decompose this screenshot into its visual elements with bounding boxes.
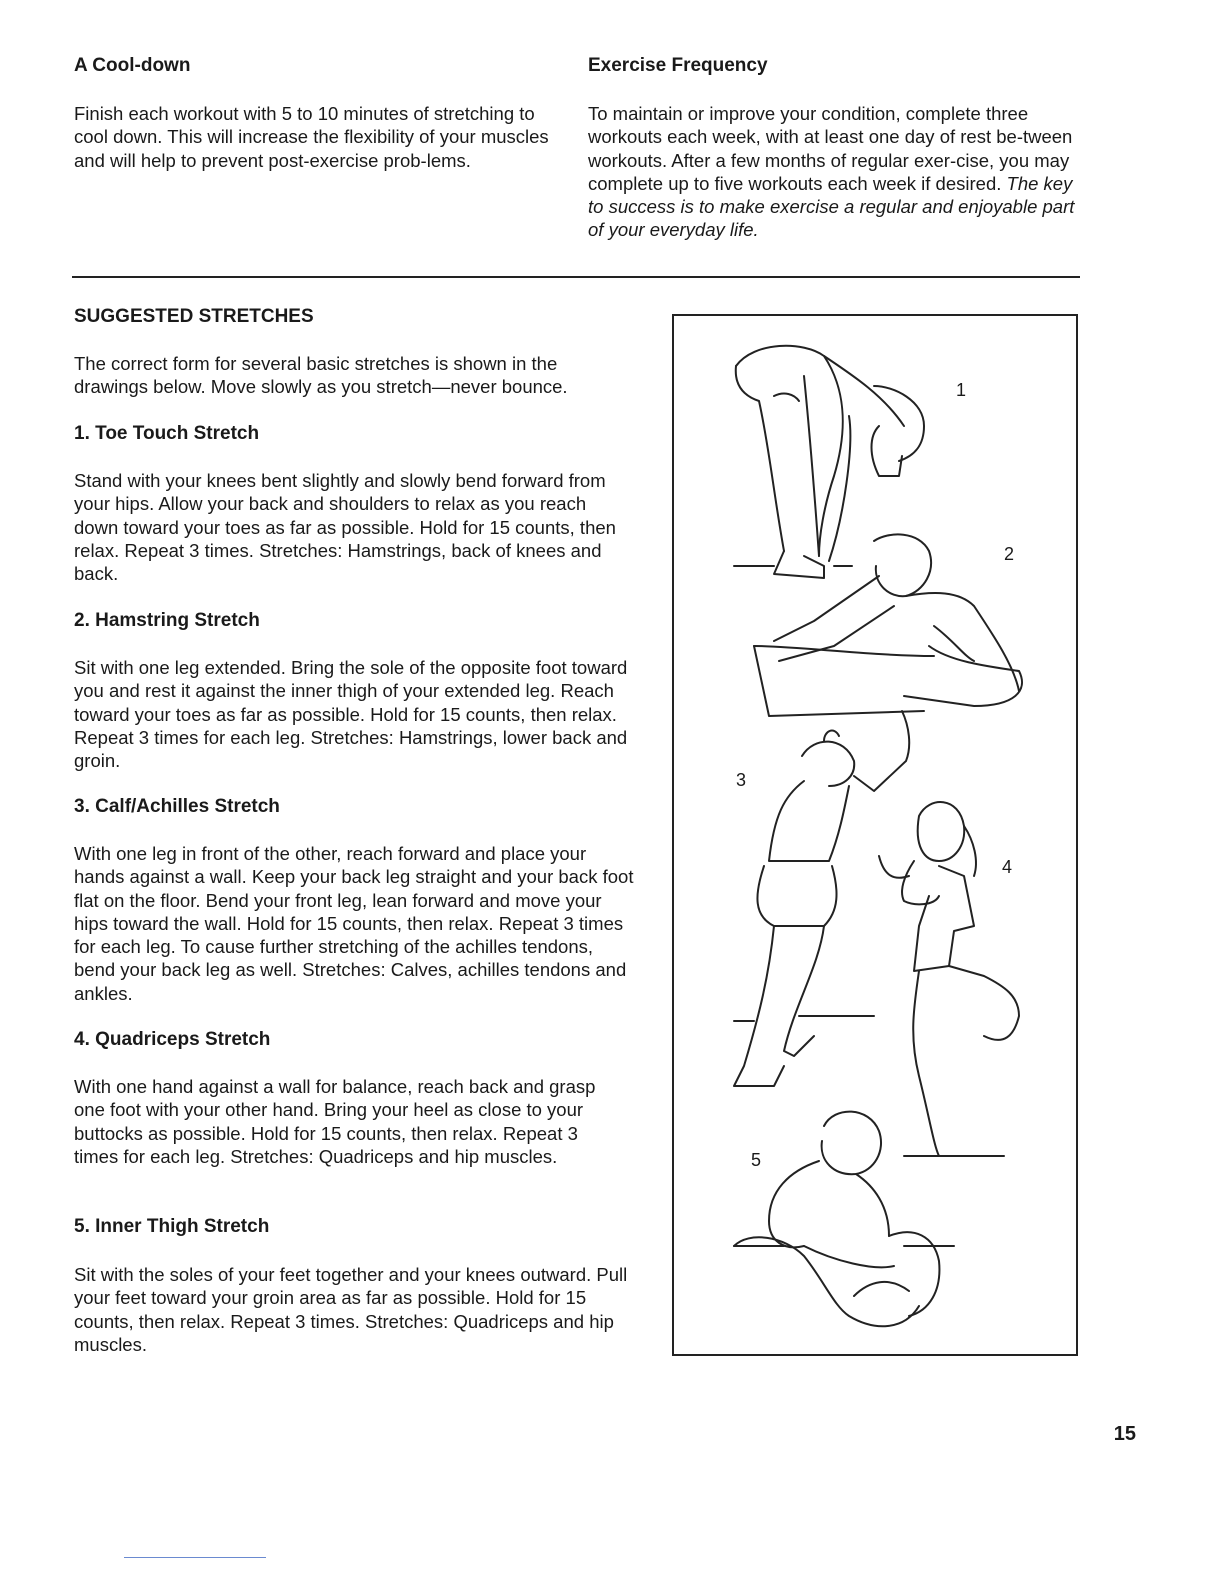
stretch-5-body: Sit with the soles of your feet together and your knees outward. Pull your feet toward your groin area as far as possible. Hold for 15 counts, then relax. Repeat 3 times. Stretches: Quadriceps and hip muscles. <box>74 1264 628 1355</box>
figure-number-1: 1 <box>956 380 967 400</box>
stretch-4-title: 4. Quadriceps Stretch <box>74 1029 271 1050</box>
toe-touch-figure <box>734 346 924 578</box>
frequency-emphasis: The key to success is to make exercise a regular and enjoyable part of your everyday life. <box>588 172 1075 241</box>
stretch-4-body: With one hand against a wall for balance, reach back and grasp one foot with your other hand. Bring your heel as close to your buttocks as possible. Hold for 15 counts, then relax. Repeat 3 times for each leg. Stretches: Quadriceps and hip muscles. <box>74 1076 596 1167</box>
inner-thigh-figure <box>734 1112 954 1327</box>
figure-number-5: 5 <box>751 1150 762 1170</box>
figure-number-2: 2 <box>1004 544 1015 564</box>
stretch-illustrations <box>672 314 1078 1356</box>
stretch-5-title: 5. Inner Thigh Stretch <box>74 1216 270 1237</box>
stretch-3-body: With one leg in front of the other, reach forward and place your hands against a wall. Keep your back leg straight and your back foot flat on the floor. Bend your front leg, lean forward and move your hips toward the wall. Hold for 15 counts, then relax. Repeat 3 times for each leg. To cause further stretching of the achilles tendons, bend your back leg as well. Stretches: Calves, achilles tendons and ankles. <box>74 843 634 1004</box>
stretches-heading: SUGGESTED STRETCHES <box>74 306 314 327</box>
figure-number-4: 4 <box>1002 857 1013 877</box>
frequency-body <box>588 102 1080 242</box>
stretch-3-title: 3. Calf/Achilles Stretch <box>74 796 280 817</box>
cooldown-heading: A Cool-down <box>74 55 191 76</box>
stretch-1-body: Stand with your knees bent slightly and slowly bend forward from your hips. Allow your back and shoulders to relax as you reach down toward your toes as far as possible. Hold for 15 counts, then relax. Repeat 3 times. Stretches: Hamstrings, back of knees and back. <box>74 470 616 585</box>
section-divider <box>72 276 1080 278</box>
stretches-intro: The correct form for several basic stretches is shown in the drawings below. Move slowly as you stretch—never bounce. <box>74 353 568 398</box>
stretch-2-title: 2. Hamstring Stretch <box>74 610 260 631</box>
stretch-1-title: 1. Toe Touch Stretch <box>74 423 260 444</box>
footer-line <box>124 1557 266 1558</box>
frequency-heading: Exercise Frequency <box>588 55 768 76</box>
hamstring-figure <box>754 534 1022 716</box>
stretch-2-body: Sit with one leg extended. Bring the sole of the opposite foot toward you and rest it against the inner thigh of your extended leg. Reach toward your toes as far as possible. Hold for 15 counts, then relax. Repeat 3 times for each leg. Stretches: Hamstrings, lower back and groin. <box>74 657 628 772</box>
frequency-body-text: To maintain or improve your condition, complete three workouts each week, with at least one day of rest be-tween workouts. After a few months of regular exer-cise, you may complete up to five workouts each week if desired. <box>588 103 1073 194</box>
calf-achilles-figure <box>734 711 909 1086</box>
cooldown-body: Finish each workout with 5 to 10 minutes of stretching to cool down. This will increase the flexibility of your muscles and will help to prevent post-exercise prob-lems. <box>74 103 549 171</box>
figure-number-3: 3 <box>736 770 747 790</box>
quadriceps-figure <box>879 802 1019 1156</box>
page-number: 15 <box>1113 1423 1136 1445</box>
